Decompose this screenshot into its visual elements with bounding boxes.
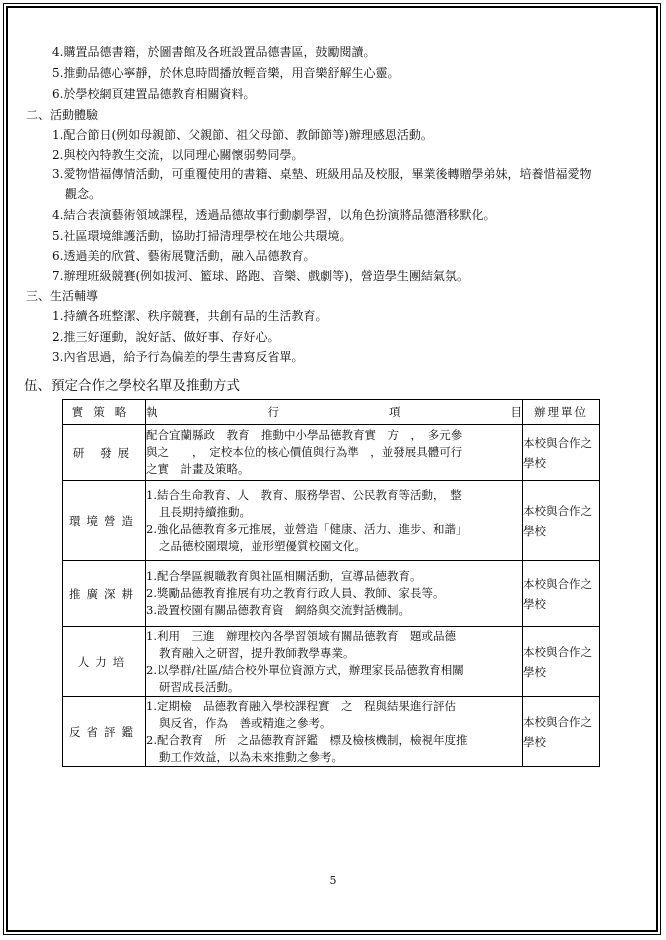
list-item: 5.社區環境維護活動，協助打掃清理學校在地公共環境。 bbox=[52, 229, 352, 243]
strategy-cell: 推廣深耕 bbox=[63, 561, 146, 627]
execution-line: 1.利用 三進 辦理校內各學習領域有關品德教育 題或品德 bbox=[146, 628, 456, 643]
list-item: 1.配合節日(例如母親節、父親節、祖父母節、教師節等)辦理感恩活動。 bbox=[52, 128, 433, 142]
list-item: 3.愛物惜福傳情活動，可重覆使用的書籍、桌墊、班級用品及校服，畢業後轉贈學弟妹，培養惜福愛物 bbox=[52, 167, 592, 181]
execution-line: 2.強化品德教育多元推展，並營造「健康、活力、進步、和諧」 bbox=[146, 521, 468, 536]
strategy-cell: 反省評鑑 bbox=[63, 697, 146, 767]
execution-cell bbox=[146, 481, 523, 561]
page-number: 5 bbox=[329, 874, 337, 887]
list-item: 4.結合表演藝術領域課程，透過品德故事行動劇學習，以角色扮演將品德潛移默化。 bbox=[52, 208, 496, 222]
strategy-cell: 環境營造 bbox=[63, 481, 146, 561]
execution-line: 與之 ， 定校本位的核心價值與行為準 ，並發展具體可行 bbox=[146, 445, 463, 459]
list-item: 4.購置品德書籍，於圖書館及各班設置品德書區，鼓勵閱讀。 bbox=[52, 45, 376, 59]
header-strategy: 實策略 bbox=[63, 400, 146, 425]
execution-line: 研習成長活動。 bbox=[159, 679, 240, 694]
list-item: 3.內省思過，給予行為偏差的學生書寫反省單。 bbox=[52, 350, 304, 364]
header-unit: 辦理單位 bbox=[523, 400, 600, 425]
execution-cell bbox=[146, 561, 523, 627]
execution-line: 之實 計畫及策略。 bbox=[146, 462, 250, 476]
list-item: 6.於學校網頁建置品德教育相關資料。 bbox=[52, 87, 256, 101]
list-item: 2.與校內特教生交流，以同理心關懷弱勢同學。 bbox=[52, 148, 304, 162]
list-item: 觀念。 bbox=[65, 187, 102, 201]
strategy-table bbox=[62, 399, 600, 767]
table-row bbox=[63, 627, 600, 697]
execution-line: 1.定期檢 品德教育融入學校課程實 之 程與結果進行評估 bbox=[146, 698, 456, 713]
table-row bbox=[63, 425, 600, 481]
table-row bbox=[63, 481, 600, 561]
execution-line: 且長期持續推動。 bbox=[159, 504, 251, 519]
list-item: 1.持續各班整潔、秩序競賽，共創有品的生活教育。 bbox=[52, 309, 328, 323]
table-row bbox=[63, 561, 600, 627]
execution-line: 配合宜蘭縣政 教育 推動中小學品德教育實 方 ， 多元參 bbox=[146, 428, 463, 442]
execution-line: 1.配合學區親職教育與社區相關活動，宣導品德教育。 bbox=[146, 569, 422, 583]
section-title-guidance: 三、生活輔導 bbox=[26, 289, 99, 303]
execution-line: 教育融入之研習，提升教師教學專業。 bbox=[159, 645, 355, 660]
strategy-cell: 人力培 bbox=[63, 627, 146, 697]
unit-cell: 本校與合作之學校 bbox=[523, 481, 600, 561]
section-heading-partner-schools: 伍、預定合作之學校名單及推動方式 bbox=[24, 378, 240, 394]
unit-cell: 本校與合作之學校 bbox=[523, 697, 600, 767]
execution-line: 與反省，作為 善或精進之參考。 bbox=[159, 715, 332, 730]
section-title-activity: 二、活動體驗 bbox=[26, 108, 99, 122]
execution-cell bbox=[146, 425, 523, 481]
list-item: 2.推三好運動，說好話、做好事、存好心。 bbox=[52, 330, 280, 344]
execution-line: 1.結合生命教育、人 教育、服務學習、公民教育等活動， 整 bbox=[146, 487, 462, 502]
table-header-row bbox=[63, 400, 600, 425]
execution-line: 動工作效益，以為未來推動之參考。 bbox=[159, 749, 343, 764]
list-item: 5.推動品德心寧靜，於休息時間播放輕音樂，用音樂舒解生心靈。 bbox=[52, 66, 400, 80]
list-item: 7.辦理班級競賽(例如拔河、籃球、路跑、音樂、戲劇等)，營造學生團結氣氛。 bbox=[52, 269, 469, 283]
execution-line: 2.獎勵品德教育推展有功之教育行政人員、教師、家長等。 bbox=[146, 586, 445, 600]
unit-cell: 本校與合作之學校 bbox=[523, 561, 600, 627]
strategy-cell: 研 發展 bbox=[63, 425, 146, 481]
execution-cell bbox=[146, 627, 523, 697]
unit-cell: 本校與合作之學校 bbox=[523, 425, 600, 481]
execution-line: 2.以學群/社區/結合校外單位資源方式，辦理家長品德教育相關 bbox=[146, 662, 464, 677]
table-row bbox=[63, 697, 600, 767]
list-item: 6.透過美的欣賞、藝術展覽活動，融入品德教育。 bbox=[52, 249, 316, 263]
execution-line: 2.配合教育 所 之品德教育評鑑 標及檢核機制，檢視年度推 bbox=[146, 732, 468, 747]
execution-cell bbox=[146, 697, 523, 767]
header-execution: 執行項目 bbox=[146, 400, 523, 425]
execution-line: 3.設置校園有關品德教育資 網絡與交流對話機制。 bbox=[146, 603, 410, 617]
execution-line: 之品德校園環境，並形塑優質校園文化。 bbox=[159, 538, 366, 553]
unit-cell: 本校與合作之學校 bbox=[523, 627, 600, 697]
